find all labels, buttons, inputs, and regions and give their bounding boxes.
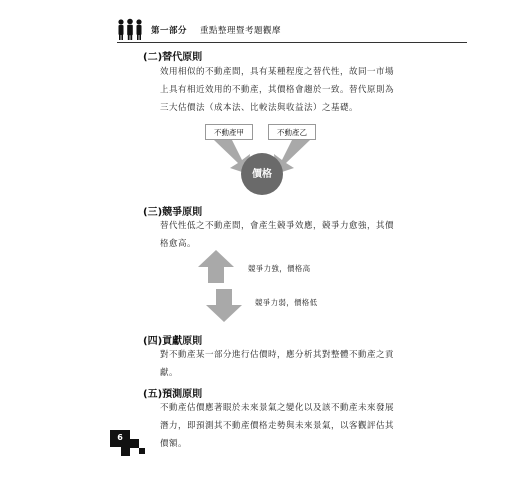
section-heading-anticipation: (五)預測原則 (143, 389, 203, 400)
text-line: 三大估價法（成本法、比較法與收益法）之基礎。 (160, 103, 359, 113)
running-header (117, 16, 467, 46)
section-heading-substitution: (二)替代原則 (143, 52, 203, 63)
header-rule (117, 42, 467, 43)
price-label: 價格 (252, 169, 272, 180)
text-line: 替代性低之不動產間，會產生競爭效應，競爭力愈強，其價 (160, 221, 395, 231)
text-line: 潛力，即預測其不動產價格走勢與未來景氣，以客觀評估其 (160, 421, 395, 431)
text-line: 價額。 (160, 439, 188, 449)
property-b-box: 不動產乙 (268, 124, 316, 140)
text-line: 對不動產某一部分進行估價時，應分析其對整體不動產之貢 (160, 350, 395, 360)
paragraph-substitution (160, 63, 400, 117)
section-heading-contribution: (四)貢獻原則 (143, 336, 203, 347)
text-line: 效用相似的不動產間，具有某種程度之替代性，故同一市場 (160, 67, 395, 77)
people-icon (117, 18, 143, 40)
paragraph-competition (160, 217, 400, 253)
text-line: 格愈高。 (160, 239, 197, 249)
text-line: 不動產估價應著眼於未來景氣之變化以及該不動產未來發展 (160, 403, 395, 413)
paragraph-anticipation (160, 399, 400, 453)
paragraph-contribution (160, 346, 400, 382)
text-line: 上具有相近效用的不動產，其價格會趨於一致。替代原則為 (160, 85, 395, 95)
competition-diagram (198, 250, 250, 322)
part-label: 第一部分 (151, 26, 188, 36)
text-line: 獻。 (160, 368, 179, 378)
book-title: 重點整理暨考題觀摩 (200, 26, 282, 36)
down-arrow-icon (206, 289, 242, 322)
property-a-box: 不動產甲 (205, 124, 253, 140)
strong-competition-label: 競爭力強，價格高 (248, 264, 311, 273)
page-number: 6 (117, 433, 123, 442)
weak-competition-label: 競爭力弱，價格低 (255, 298, 318, 307)
up-arrow-icon (198, 250, 234, 283)
section-heading-competition: (三)競爭原則 (143, 207, 203, 218)
